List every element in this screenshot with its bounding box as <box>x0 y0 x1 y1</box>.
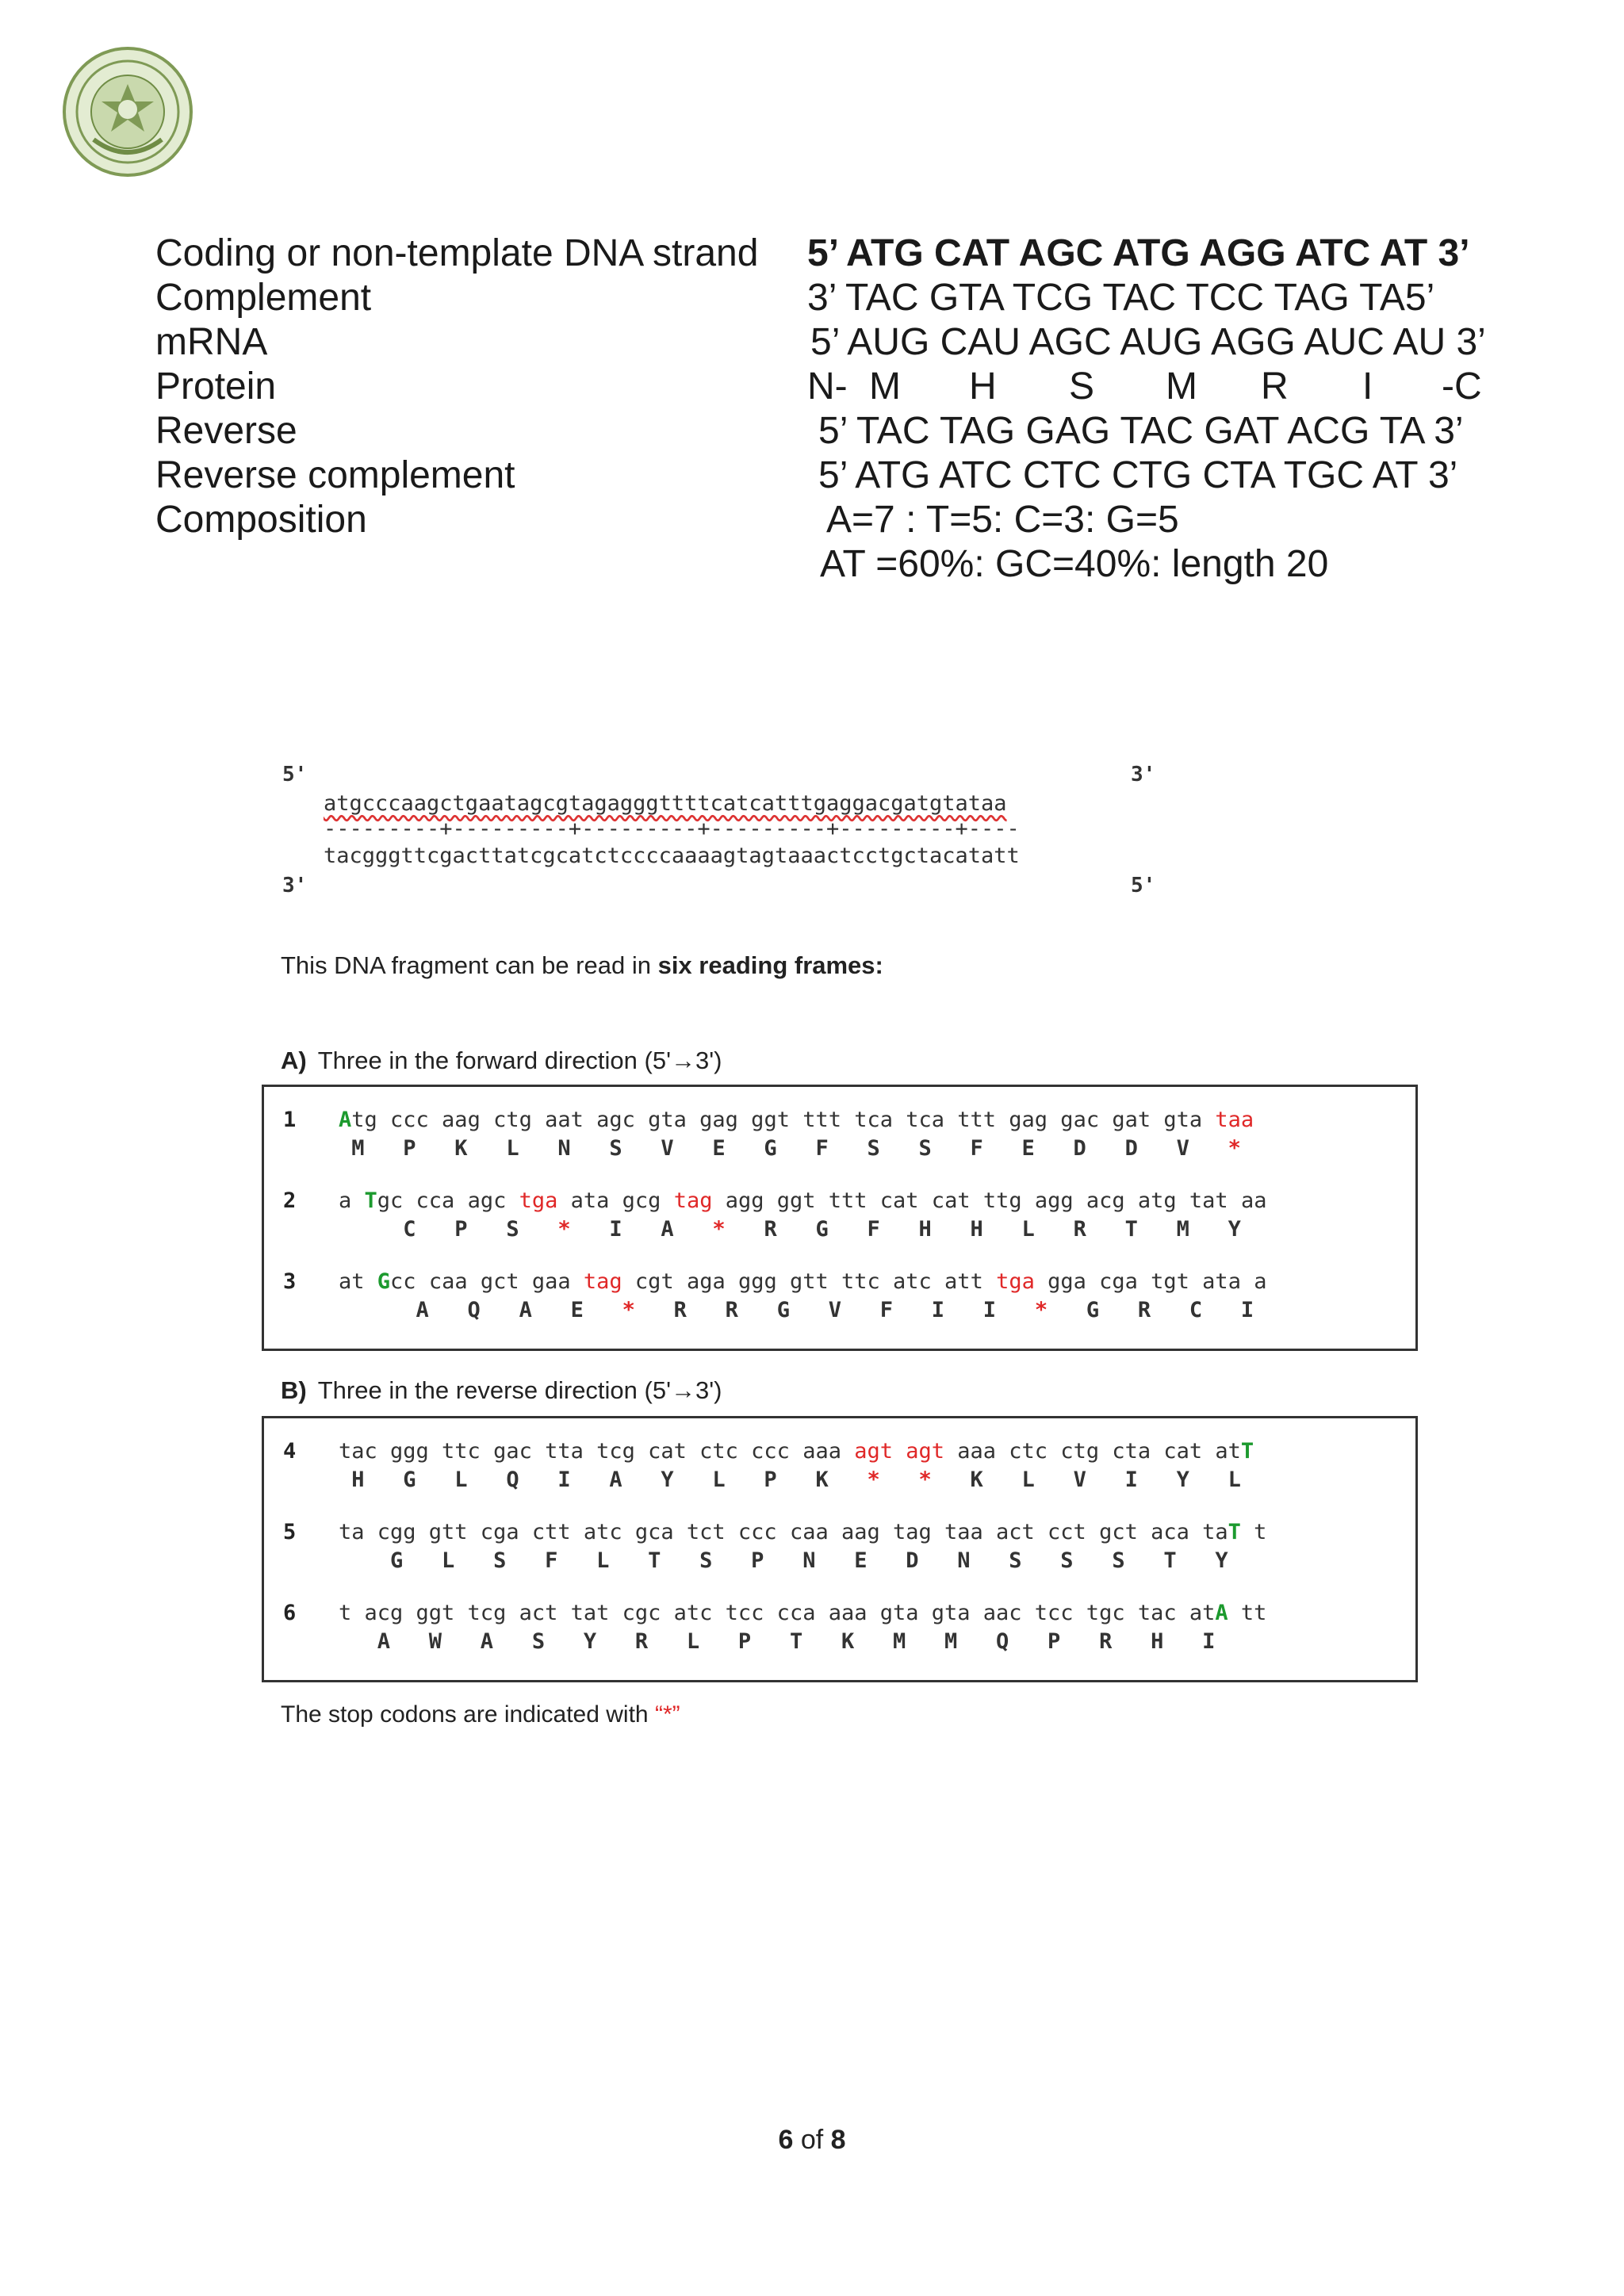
strand-ruler: ---------+---------+---------+---------+---------+---- <box>324 817 1020 841</box>
university-seal-logo <box>62 46 193 178</box>
amino-acid-line <box>339 1468 1241 1492</box>
amino-acid-segment: R G F H H L R T M Y <box>725 1217 1241 1242</box>
stop-codon: tga <box>996 1269 1035 1294</box>
section-a-letter: A) <box>281 1047 307 1074</box>
info-label: Composition <box>155 499 367 541</box>
codon-segment: cgt aga ggg gtt ttc atc att <box>622 1269 997 1294</box>
amino-acid-segment: A W A S Y R L P T K M M Q P R H I <box>339 1629 1216 1654</box>
codon-segment: ta cgg gtt cga ctt atc gca tct ccc caa aag tag taa act cct gct aca ta <box>339 1520 1228 1544</box>
info-value: AT =60%: GC=40%: length 20 <box>820 543 1329 585</box>
codon-segment: at <box>339 1269 377 1294</box>
codon-segment: gga cga tgt ata a <box>1034 1269 1267 1294</box>
protein-residue: -C <box>1442 365 1482 408</box>
frame-number: 3 <box>283 1269 297 1294</box>
amino-acid-segment: K L V I Y L <box>931 1468 1241 1492</box>
info-row <box>155 409 1519 453</box>
info-row <box>155 276 1519 320</box>
frame-number: 2 <box>283 1188 297 1213</box>
amino-acid-segment: R R G V F I I <box>634 1298 1035 1322</box>
forward-frames-box <box>262 1085 1418 1351</box>
start-base: A <box>1215 1601 1228 1625</box>
info-row <box>155 232 1519 276</box>
strand-end-label: 5' <box>1131 874 1156 897</box>
protein-residue: M <box>1166 365 1197 408</box>
section-b-letter: B) <box>281 1376 307 1404</box>
section-b-heading <box>281 1376 722 1405</box>
amino-acid-line <box>339 1298 1254 1322</box>
codon-line <box>339 1108 1254 1132</box>
codon-segment: ata gcg <box>557 1188 674 1213</box>
info-value: 3’ TAC GTA TCG TAC TCC TAG TA5’ <box>807 277 1435 319</box>
codon-segment: tac ggg ttc gac tta tcg cat ctc ccc aaa <box>339 1439 855 1464</box>
frame-number: 1 <box>283 1108 297 1132</box>
stop-marker: * <box>557 1217 571 1242</box>
frame-number: 4 <box>283 1439 297 1464</box>
frame-number: 6 <box>283 1601 297 1625</box>
codon-line <box>339 1520 1266 1544</box>
codon-segment: t <box>1240 1520 1267 1544</box>
top-strand: atgcccaagctgaatagcgtagagggttttcatcatttgaggacgatgtataa <box>324 791 1007 816</box>
codon-line <box>339 1439 1254 1464</box>
page-current: 6 <box>778 2125 794 2155</box>
stop-codon: agt agt <box>854 1439 945 1464</box>
stop-note-text: The stop codons are indicated with <box>281 1701 655 1728</box>
stop-marker: * <box>712 1217 726 1242</box>
info-label: mRNA <box>155 321 268 363</box>
info-row <box>155 453 1519 498</box>
info-label: Coding or non-template DNA strand <box>155 232 759 274</box>
info-row <box>155 498 1519 542</box>
codon-segment: tt <box>1228 1601 1267 1625</box>
page-number <box>0 2125 1624 2156</box>
info-label: Reverse complement <box>155 454 515 496</box>
amino-acid-segment: G L S F L T S P N E D N S S S T Y <box>339 1548 1228 1573</box>
strand-end-label: 5' <box>282 763 308 786</box>
start-base: T <box>1240 1439 1254 1464</box>
codon-line <box>339 1601 1266 1625</box>
amino-acid-segment: M P K L N S V E G F S S F E D D V <box>339 1136 1228 1161</box>
amino-acid-line <box>339 1136 1241 1161</box>
codon-segment: gc cca agc <box>377 1188 519 1213</box>
codon-segment: t acg ggt tcg act tat cgc atc tcc cca aaa gta gta aac tcc tgc tac at <box>339 1601 1216 1625</box>
stop-codon: tag <box>583 1269 622 1294</box>
protein-residue: H <box>969 365 997 408</box>
codon-segment: cc caa gct gaa <box>390 1269 584 1294</box>
strand-end-label: 3' <box>1131 763 1156 786</box>
stop-codon: taa <box>1215 1108 1254 1132</box>
stop-marker: * <box>1034 1298 1048 1322</box>
codon-segment: aaa ctc ctg cta cat at <box>944 1439 1241 1464</box>
reverse-frames-box <box>262 1416 1418 1682</box>
sequence-info-table <box>155 232 1519 587</box>
amino-acid-segment: I A <box>570 1217 713 1242</box>
intro-text-plain: This DNA fragment can be read in <box>281 951 658 979</box>
info-value: A=7 : T=5: C=3: G=5 <box>826 499 1179 541</box>
info-row <box>155 320 1519 365</box>
info-value: 5’ ATG ATC CTC CTG CTA TGC AT 3’ <box>818 454 1458 496</box>
page-sep: of <box>793 2125 831 2155</box>
codon-segment: agg ggt ttt cat cat ttg agg acg atg tat aa <box>712 1188 1267 1213</box>
amino-acid-line <box>339 1217 1241 1242</box>
start-base: G <box>377 1269 391 1294</box>
info-row <box>155 365 1519 409</box>
start-base: T <box>364 1188 377 1213</box>
page-total: 8 <box>830 2125 846 2155</box>
amino-acid-segment: C P S <box>339 1217 558 1242</box>
amino-acid-segment: H G L Q I A Y L P K <box>339 1468 868 1492</box>
info-value: 5’ TAC TAG GAG TAC GAT ACG TA 3’ <box>818 410 1464 452</box>
stop-note-mark: “*” <box>654 1701 680 1728</box>
info-label: Protein <box>155 365 277 408</box>
strand-end-label: 3' <box>282 874 308 897</box>
protein-residue: S <box>1069 365 1095 408</box>
codon-segment: tg ccc aag ctg aat agc gta gag ggt ttt tca tca ttt gag gac gat gta <box>351 1108 1216 1132</box>
amino-acid-segment: A Q A E <box>339 1298 622 1322</box>
protein-residue: M <box>869 365 901 408</box>
amino-acid-line <box>339 1629 1215 1654</box>
protein-residue: R <box>1261 365 1289 408</box>
info-row <box>155 542 1519 587</box>
stop-marker: * * <box>867 1468 932 1492</box>
frame-number: 5 <box>283 1520 297 1544</box>
start-base: T <box>1228 1520 1241 1544</box>
amino-acid-line <box>339 1548 1228 1573</box>
intro-text <box>281 951 883 980</box>
protein-residue: N- <box>807 365 848 408</box>
amino-acid-segment: G R C I <box>1048 1298 1254 1322</box>
stop-codon: tga <box>519 1188 558 1213</box>
start-base: A <box>339 1108 352 1132</box>
protein-sequence <box>807 365 1505 409</box>
section-a-title: Three in the forward direction (5'→3') <box>317 1047 722 1074</box>
section-a-heading <box>281 1047 722 1075</box>
codon-line <box>339 1188 1266 1213</box>
codon-segment: a <box>339 1188 365 1213</box>
stop-marker: * <box>1228 1136 1241 1161</box>
info-label: Complement <box>155 277 372 319</box>
intro-text-bold: six reading frames: <box>657 951 883 979</box>
stop-codon: tag <box>673 1188 713 1213</box>
section-b-title: Three in the reverse direction (5'→3') <box>317 1376 722 1404</box>
info-value: 5’ ATG CAT AGC ATG AGG ATC AT 3’ <box>807 232 1470 274</box>
protein-residue: I <box>1362 365 1373 408</box>
stop-codon-note <box>281 1701 680 1728</box>
bottom-strand: tacgggttcgacttatcgcatctccccaaaagtagtaaactcctgctacatatt <box>324 844 1020 868</box>
info-value: 5’ AUG CAU AGC AUG AGG AUC AU 3’ <box>810 321 1486 363</box>
stop-marker: * <box>622 1298 635 1322</box>
codon-line <box>339 1269 1266 1294</box>
info-label: Reverse <box>155 410 297 452</box>
